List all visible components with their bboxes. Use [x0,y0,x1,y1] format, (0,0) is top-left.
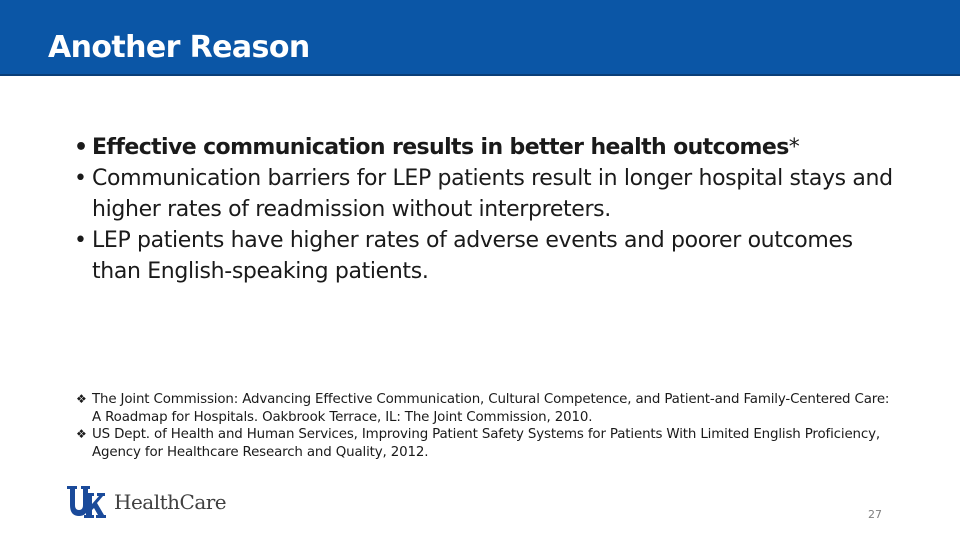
reference-list [76,391,896,461]
diamond-bullet-icon: ❖ [76,392,87,406]
reference-text: US Dept. of Health and Human Services, Improving Patient Safety Systems for Patients With Limited English Proficiency, Agency for Healthcare Research and Quality, 2012. [92,427,880,460]
bullet-dot-icon: • [74,135,88,160]
bullet-list [74,132,894,287]
reference-text: The Joint Commission: Advancing Effective Communication, Cultural Competence, and Patient-and Family-Centered Care: A Roadmap for Hospitals. Oakbrook Terrace, IL: The Joint Commission, 2010. [92,392,890,425]
uk-healthcare-logo [66,484,226,520]
bullet-dot-icon: • [74,166,87,191]
bullet-text: LEP patients have higher rates of adverse events and poorer outcomes than English-speaking patients. [92,228,853,284]
title-bar [0,0,960,76]
slide-title: Another Reason [48,30,310,65]
reference-item [76,391,896,426]
bullet-item [74,132,894,163]
bullet-item [74,225,894,287]
bullet-item [74,163,894,225]
logo-text: HealthCare [114,490,227,514]
uk-logo-mark-icon [66,485,106,519]
bullet-text: Communication barriers for LEP patients result in longer hospital stays and higher rates of readmission without interpreters. [92,166,893,222]
reference-item [76,426,896,461]
footnote-marker: * [788,135,800,160]
page-number: 27 [868,508,882,521]
diamond-bullet-icon: ❖ [76,427,87,441]
bullet-text: Effective communication results in better health outcomes [92,135,789,160]
bullet-dot-icon: • [74,228,87,253]
